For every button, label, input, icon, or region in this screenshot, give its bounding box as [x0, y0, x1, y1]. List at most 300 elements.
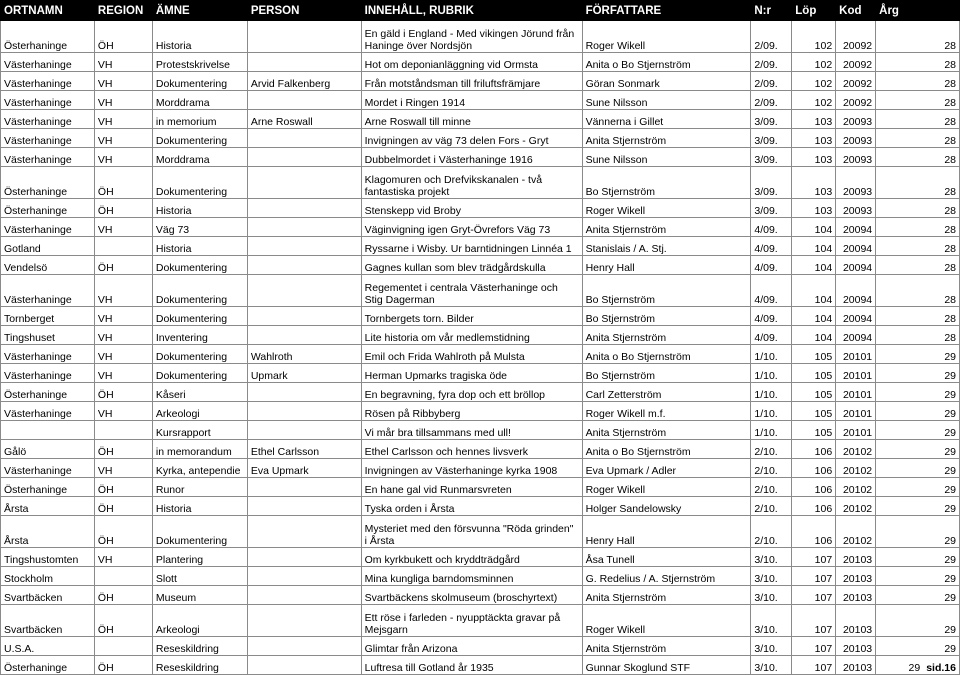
- cell-innehall: Mina kungliga barndomsminnen: [361, 567, 582, 586]
- cell-ortnamn: Västerhaninge: [1, 148, 95, 167]
- cell-innehall: Svartbäckens skolmuseum (broschyrtext): [361, 586, 582, 605]
- cell-region: [94, 237, 152, 256]
- cell-forfattare: Holger Sandelowsky: [582, 497, 751, 516]
- cell-lop: 102: [792, 53, 836, 72]
- cell-ortnamn: Stockholm: [1, 567, 95, 586]
- cell-kod: 20102: [836, 516, 876, 548]
- cell-forfattare: Roger Wikell: [582, 199, 751, 218]
- cell-nr: 2/09.: [751, 21, 792, 53]
- header-arg: Årg: [876, 1, 960, 21]
- cell-amne: Dokumentering: [152, 167, 247, 199]
- cell-nr: 3/09.: [751, 129, 792, 148]
- cell-forfattare: Bo Stjernström: [582, 307, 751, 326]
- cell-amne: Arkeologi: [152, 402, 247, 421]
- cell-person: [247, 402, 361, 421]
- header-person: PERSON: [247, 1, 361, 21]
- page-number: sid.16: [926, 662, 956, 674]
- table-row: [1, 516, 960, 548]
- cell-innehall: Klagomuren och Drefvikskanalen - två fantastiska projekt: [361, 167, 582, 199]
- cell-innehall: Från motståndsman till friluftsfrämjare: [361, 72, 582, 91]
- cell-nr: 3/09.: [751, 199, 792, 218]
- cell-forfattare: Roger Wikell m.f.: [582, 402, 751, 421]
- cell-lop: 105: [792, 383, 836, 402]
- cell-nr: 3/10.: [751, 567, 792, 586]
- cell-person: Upmark: [247, 364, 361, 383]
- cell-nr: 3/10.: [751, 656, 792, 675]
- cell-person: [247, 497, 361, 516]
- cell-kod: 20103: [836, 605, 876, 637]
- cell-region: [94, 637, 152, 656]
- cell-innehall: Invigningen av Västerhaninge kyrka 1908: [361, 459, 582, 478]
- cell-innehall: Ethel Carlsson och hennes livsverk: [361, 440, 582, 459]
- cell-amne: Kursrapport: [152, 421, 247, 440]
- cell-region: ÖH: [94, 516, 152, 548]
- cell-ortnamn: Årsta: [1, 516, 95, 548]
- cell-innehall: Tyska orden i Årsta: [361, 497, 582, 516]
- cell-innehall: Gagnes kullan som blev trädgårdskulla: [361, 256, 582, 275]
- cell-region: VH: [94, 91, 152, 110]
- cell-person: [247, 237, 361, 256]
- cell-ortnamn: U.S.A.: [1, 637, 95, 656]
- cell-forfattare: Göran Sonmark: [582, 72, 751, 91]
- table-row: [1, 548, 960, 567]
- cell-forfattare: Henry Hall: [582, 516, 751, 548]
- header-amne: ÄMNE: [152, 1, 247, 21]
- table-row: [1, 656, 960, 675]
- cell-person: [247, 586, 361, 605]
- cell-person: [247, 53, 361, 72]
- cell-ortnamn: Västerhaninge: [1, 364, 95, 383]
- cell-forfattare: Stanislais / A. Stj.: [582, 237, 751, 256]
- cell-ortnamn: Vendelsö: [1, 256, 95, 275]
- cell-amne: Morddrama: [152, 148, 247, 167]
- cell-ortnamn: Västerhaninge: [1, 459, 95, 478]
- cell-kod: 20093: [836, 110, 876, 129]
- cell-nr: 3/10.: [751, 605, 792, 637]
- cell-ortnamn: Västerhaninge: [1, 91, 95, 110]
- cell-ortnamn: Österhaninge: [1, 656, 95, 675]
- cell-ortnamn: Österhaninge: [1, 199, 95, 218]
- cell-nr: 2/09.: [751, 91, 792, 110]
- cell-forfattare: Sune Nilsson: [582, 148, 751, 167]
- cell-arg: 29: [876, 478, 960, 497]
- cell-forfattare: Anita Stjernström: [582, 421, 751, 440]
- cell-forfattare: Anita Stjernström: [582, 129, 751, 148]
- cell-kod: 20101: [836, 345, 876, 364]
- cell-kod: 20101: [836, 383, 876, 402]
- table-row: [1, 256, 960, 275]
- cell-region: VH: [94, 459, 152, 478]
- cell-lop: 104: [792, 275, 836, 307]
- cell-amne: Morddrama: [152, 91, 247, 110]
- cell-kod: 20092: [836, 21, 876, 53]
- cell-region: VH: [94, 72, 152, 91]
- cell-ortnamn: [1, 421, 95, 440]
- table-row: [1, 237, 960, 256]
- cell-arg: 29: [876, 567, 960, 586]
- cell-amne: Inventering: [152, 326, 247, 345]
- cell-forfattare: G. Redelius / A. Stjernström: [582, 567, 751, 586]
- cell-ortnamn: Österhaninge: [1, 167, 95, 199]
- cell-amne: Historia: [152, 237, 247, 256]
- cell-innehall: Emil och Frida Wahlroth på Mulsta: [361, 345, 582, 364]
- cell-arg: [876, 656, 960, 675]
- cell-arg: 29: [876, 637, 960, 656]
- cell-nr: 3/10.: [751, 586, 792, 605]
- cell-person: [247, 383, 361, 402]
- cell-lop: 107: [792, 605, 836, 637]
- cell-ortnamn: Västerhaninge: [1, 218, 95, 237]
- cell-kod: 20103: [836, 586, 876, 605]
- cell-ortnamn: Svartbäcken: [1, 586, 95, 605]
- cell-nr: 4/09.: [751, 326, 792, 345]
- cell-arg: 28: [876, 21, 960, 53]
- cell-amne: Runor: [152, 478, 247, 497]
- cell-ortnamn: Västerhaninge: [1, 53, 95, 72]
- cell-innehall: Invigningen av väg 73 delen Fors - Gryt: [361, 129, 582, 148]
- cell-region: VH: [94, 110, 152, 129]
- table-row: [1, 72, 960, 91]
- cell-amne: Plantering: [152, 548, 247, 567]
- cell-person: Arne Roswall: [247, 110, 361, 129]
- cell-arg: 29: [876, 497, 960, 516]
- cell-lop: 106: [792, 516, 836, 548]
- cell-forfattare: Bo Stjernström: [582, 167, 751, 199]
- cell-lop: 104: [792, 237, 836, 256]
- cell-amne: Kåseri: [152, 383, 247, 402]
- cell-person: [247, 199, 361, 218]
- cell-innehall: En begravning, fyra dop och ett bröllop: [361, 383, 582, 402]
- table-row: [1, 402, 960, 421]
- cell-lop: 106: [792, 459, 836, 478]
- cell-kod: 20092: [836, 91, 876, 110]
- cell-lop: 103: [792, 167, 836, 199]
- cell-arg: 28: [876, 237, 960, 256]
- header-nr: N:r: [751, 1, 792, 21]
- cell-person: Wahlroth: [247, 345, 361, 364]
- cell-amne: Reseskildring: [152, 656, 247, 675]
- cell-person: [247, 129, 361, 148]
- table-row: [1, 440, 960, 459]
- cell-person: [247, 256, 361, 275]
- cell-lop: 104: [792, 256, 836, 275]
- cell-region: VH: [94, 364, 152, 383]
- cell-innehall: Om kyrkbukett och kryddträdgård: [361, 548, 582, 567]
- cell-kod: 20094: [836, 218, 876, 237]
- cell-ortnamn: Västerhaninge: [1, 72, 95, 91]
- cell-forfattare: Anita o Bo Stjernström: [582, 440, 751, 459]
- cell-region: ÖH: [94, 656, 152, 675]
- table-row: [1, 586, 960, 605]
- cell-arg: 29: [876, 383, 960, 402]
- cell-forfattare: Anita o Bo Stjernström: [582, 345, 751, 364]
- cell-region: VH: [94, 548, 152, 567]
- cell-nr: 1/10.: [751, 364, 792, 383]
- cell-innehall: Lite historia om vår medlemstidning: [361, 326, 582, 345]
- cell-region: ÖH: [94, 21, 152, 53]
- cell-innehall: Ryssarne i Wisby. Ur barntidningen Linnéa 1: [361, 237, 582, 256]
- cell-arg: 28: [876, 275, 960, 307]
- table-row: [1, 421, 960, 440]
- cell-ortnamn: Västerhaninge: [1, 275, 95, 307]
- cell-ortnamn: Västerhaninge: [1, 110, 95, 129]
- cell-forfattare: Roger Wikell: [582, 605, 751, 637]
- cell-amne: Museum: [152, 586, 247, 605]
- cell-arg: 28: [876, 167, 960, 199]
- cell-kod: 20093: [836, 167, 876, 199]
- cell-person: [247, 326, 361, 345]
- cell-region: VH: [94, 53, 152, 72]
- cell-nr: 2/10.: [751, 440, 792, 459]
- cell-forfattare: Henry Hall: [582, 256, 751, 275]
- cell-person: [247, 605, 361, 637]
- cell-kod: 20094: [836, 326, 876, 345]
- cell-person: [247, 637, 361, 656]
- cell-amne: Dokumentering: [152, 345, 247, 364]
- cell-innehall: Hot om deponianläggning vid Ormsta: [361, 53, 582, 72]
- cell-nr: 4/09.: [751, 218, 792, 237]
- cell-ortnamn: Tingshuset: [1, 326, 95, 345]
- cell-region: ÖH: [94, 497, 152, 516]
- cell-arg: 28: [876, 326, 960, 345]
- cell-region: ÖH: [94, 199, 152, 218]
- cell-innehall: Väginvigning igen Gryt-Övrefors Väg 73: [361, 218, 582, 237]
- cell-lop: 107: [792, 656, 836, 675]
- table-row: [1, 218, 960, 237]
- header-forfattare: FÖRFATTARE: [582, 1, 751, 21]
- cell-person: [247, 516, 361, 548]
- cell-lop: 105: [792, 402, 836, 421]
- cell-lop: 106: [792, 440, 836, 459]
- cell-kod: 20102: [836, 440, 876, 459]
- cell-nr: 4/09.: [751, 307, 792, 326]
- arg-value: 29: [908, 662, 921, 674]
- cell-person: [247, 307, 361, 326]
- cell-arg: 28: [876, 72, 960, 91]
- cell-region: ÖH: [94, 478, 152, 497]
- header-ortnamn: ORTNAMN: [1, 1, 95, 21]
- table-row: [1, 21, 960, 53]
- cell-forfattare: Vännerna i Gillet: [582, 110, 751, 129]
- cell-nr: 2/10.: [751, 516, 792, 548]
- cell-innehall: Ett röse i farleden - nyupptäckta gravar på Mejsgarn: [361, 605, 582, 637]
- cell-ortnamn: Årsta: [1, 497, 95, 516]
- cell-kod: 20102: [836, 497, 876, 516]
- cell-amne: Historia: [152, 497, 247, 516]
- cell-innehall: En gäld i England - Med vikingen Jörund från Haninge över Nordsjön: [361, 21, 582, 53]
- table-row: [1, 326, 960, 345]
- cell-nr: 3/09.: [751, 148, 792, 167]
- cell-region: ÖH: [94, 440, 152, 459]
- cell-nr: 1/10.: [751, 402, 792, 421]
- cell-amne: Historia: [152, 21, 247, 53]
- cell-arg: 28: [876, 129, 960, 148]
- table-row: [1, 148, 960, 167]
- cell-person: [247, 148, 361, 167]
- cell-lop: 107: [792, 586, 836, 605]
- table-row: [1, 567, 960, 586]
- cell-ortnamn: Västerhaninge: [1, 129, 95, 148]
- table-row: [1, 637, 960, 656]
- cell-region: VH: [94, 148, 152, 167]
- table-row: [1, 345, 960, 364]
- cell-forfattare: Anita Stjernström: [582, 637, 751, 656]
- cell-amne: Slott: [152, 567, 247, 586]
- cell-forfattare: Carl Zetterström: [582, 383, 751, 402]
- cell-region: [94, 421, 152, 440]
- cell-amne: Väg 73: [152, 218, 247, 237]
- cell-person: [247, 656, 361, 675]
- cell-ortnamn: Gålö: [1, 440, 95, 459]
- cell-ortnamn: Gotland: [1, 237, 95, 256]
- table-row: [1, 91, 960, 110]
- cell-amne: Protestskrivelse: [152, 53, 247, 72]
- cell-ortnamn: Tingshustomten: [1, 548, 95, 567]
- cell-amne: Dokumentering: [152, 516, 247, 548]
- cell-nr: 3/09.: [751, 167, 792, 199]
- cell-kod: 20103: [836, 656, 876, 675]
- cell-nr: 4/09.: [751, 237, 792, 256]
- cell-lop: 102: [792, 91, 836, 110]
- cell-ortnamn: Tornberget: [1, 307, 95, 326]
- cell-nr: 1/10.: [751, 421, 792, 440]
- cell-arg: 28: [876, 218, 960, 237]
- cell-nr: 1/10.: [751, 345, 792, 364]
- cell-nr: 3/10.: [751, 548, 792, 567]
- cell-kod: 20094: [836, 256, 876, 275]
- cell-amne: Dokumentering: [152, 72, 247, 91]
- cell-arg: 29: [876, 440, 960, 459]
- cell-lop: 106: [792, 478, 836, 497]
- cell-lop: 107: [792, 548, 836, 567]
- cell-person: Eva Upmark: [247, 459, 361, 478]
- cell-nr: 3/09.: [751, 110, 792, 129]
- cell-kod: 20103: [836, 637, 876, 656]
- cell-lop: 104: [792, 326, 836, 345]
- cell-innehall: Herman Upmarks tragiska öde: [361, 364, 582, 383]
- cell-kod: 20103: [836, 567, 876, 586]
- cell-amne: Dokumentering: [152, 256, 247, 275]
- header-innehall: INNEHÅLL, RUBRIK: [361, 1, 582, 21]
- cell-kod: 20101: [836, 421, 876, 440]
- cell-lop: 104: [792, 307, 836, 326]
- cell-nr: 1/10.: [751, 383, 792, 402]
- cell-forfattare: Åsa Tunell: [582, 548, 751, 567]
- cell-arg: 28: [876, 110, 960, 129]
- cell-kod: 20092: [836, 53, 876, 72]
- cell-ortnamn: Österhaninge: [1, 21, 95, 53]
- cell-nr: 4/09.: [751, 256, 792, 275]
- cell-innehall: Mysteriet med den försvunna "Röda grinden" i Årsta: [361, 516, 582, 548]
- cell-innehall: Tornbergets torn. Bilder: [361, 307, 582, 326]
- table-row: [1, 167, 960, 199]
- cell-person: [247, 567, 361, 586]
- cell-region: VH: [94, 218, 152, 237]
- header-row: [1, 1, 960, 21]
- cell-innehall: Vi mår bra tillsammans med ull!: [361, 421, 582, 440]
- cell-kod: 20094: [836, 307, 876, 326]
- cell-arg: 29: [876, 548, 960, 567]
- cell-nr: 2/10.: [751, 478, 792, 497]
- table-row: [1, 199, 960, 218]
- table-row: [1, 478, 960, 497]
- cell-forfattare: Bo Stjernström: [582, 275, 751, 307]
- cell-amne: Reseskildring: [152, 637, 247, 656]
- header-lop: Löp: [792, 1, 836, 21]
- table-row: [1, 605, 960, 637]
- cell-nr: 2/09.: [751, 72, 792, 91]
- cell-region: VH: [94, 402, 152, 421]
- cell-person: [247, 167, 361, 199]
- cell-kod: 20094: [836, 237, 876, 256]
- cell-region: ÖH: [94, 586, 152, 605]
- cell-ortnamn: Svartbäcken: [1, 605, 95, 637]
- cell-amne: in memorandum: [152, 440, 247, 459]
- table-row: [1, 129, 960, 148]
- cell-region: VH: [94, 129, 152, 148]
- cell-forfattare: Roger Wikell: [582, 21, 751, 53]
- cell-forfattare: Sune Nilsson: [582, 91, 751, 110]
- cell-nr: 2/10.: [751, 497, 792, 516]
- cell-region: [94, 567, 152, 586]
- cell-lop: 105: [792, 364, 836, 383]
- table-row: [1, 459, 960, 478]
- cell-lop: 107: [792, 567, 836, 586]
- cell-nr: 4/09.: [751, 275, 792, 307]
- cell-person: [247, 421, 361, 440]
- cell-forfattare: Anita Stjernström: [582, 326, 751, 345]
- header-region: REGION: [94, 1, 152, 21]
- cell-arg: 28: [876, 91, 960, 110]
- cell-region: VH: [94, 345, 152, 364]
- cell-forfattare: Anita o Bo Stjernström: [582, 53, 751, 72]
- cell-kod: 20093: [836, 199, 876, 218]
- cell-lop: 103: [792, 110, 836, 129]
- cell-amne: Dokumentering: [152, 129, 247, 148]
- cell-region: ÖH: [94, 605, 152, 637]
- cell-amne: in memorium: [152, 110, 247, 129]
- cell-amne: Kyrka, antependie: [152, 459, 247, 478]
- cell-forfattare: Bo Stjernström: [582, 364, 751, 383]
- table-row: [1, 497, 960, 516]
- cell-person: [247, 548, 361, 567]
- cell-region: ÖH: [94, 167, 152, 199]
- cell-arg: 29: [876, 459, 960, 478]
- cell-ortnamn: Västerhaninge: [1, 402, 95, 421]
- cell-ortnamn: Västerhaninge: [1, 345, 95, 364]
- cell-arg: 29: [876, 345, 960, 364]
- cell-kod: 20101: [836, 364, 876, 383]
- cell-lop: 103: [792, 199, 836, 218]
- header-kod: Kod: [836, 1, 876, 21]
- table-row: [1, 307, 960, 326]
- cell-arg: 28: [876, 199, 960, 218]
- cell-kod: 20101: [836, 402, 876, 421]
- cell-lop: 106: [792, 497, 836, 516]
- cell-arg: 28: [876, 148, 960, 167]
- cell-lop: 107: [792, 637, 836, 656]
- cell-arg: 28: [876, 307, 960, 326]
- cell-innehall: En hane gal vid Runmarsvreten: [361, 478, 582, 497]
- cell-nr: 3/10.: [751, 637, 792, 656]
- table-body: [1, 21, 960, 675]
- cell-forfattare: Roger Wikell: [582, 478, 751, 497]
- cell-person: [247, 91, 361, 110]
- cell-amne: Dokumentering: [152, 307, 247, 326]
- table-row: [1, 364, 960, 383]
- cell-innehall: Rösen på Ribbyberg: [361, 402, 582, 421]
- cell-arg: 29: [876, 402, 960, 421]
